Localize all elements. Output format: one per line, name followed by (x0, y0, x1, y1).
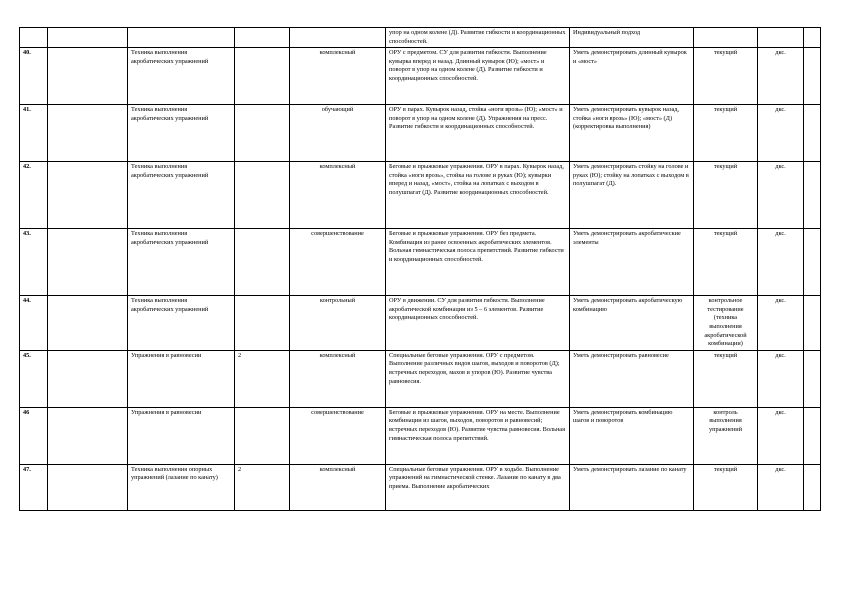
date-cell (804, 350, 821, 407)
control-type (694, 28, 758, 48)
lesson-content: упор на одном колене (Д). Развитие гибкости и координационных способностей. (386, 28, 570, 48)
lesson-requirements: Уметь демонстрировать комбинацию шагов и поворотов (570, 407, 694, 464)
control-type: текущий (694, 162, 758, 229)
lesson-topic (128, 28, 235, 48)
lesson-topic: Упражнения в равновесии (128, 407, 235, 464)
lesson-type: комплексный (290, 162, 386, 229)
lesson-number: 42. (20, 162, 48, 229)
control-type: текущий (694, 105, 758, 162)
control-type: текущий (694, 464, 758, 510)
lesson-number: 43. (20, 229, 48, 296)
date-cell (804, 28, 821, 48)
lesson-number: 41. (20, 105, 48, 162)
lesson-type: совершенствование (290, 229, 386, 296)
homework (758, 28, 804, 48)
lesson-hours (235, 229, 290, 296)
lesson-content: ОРУ в парах. Кувырок назад, стойка «ноги врозь» (Ю); «мост» и поворот в упор на одном колене (Д). Упражнения на пресс. Развитие гибкости и координационных способностей. (386, 105, 570, 162)
lesson-requirements: Уметь демонстрировать кувырок назад, стойка «ноги врозь» (Ю); «мост» (Д) (корректировка выполнения) (570, 105, 694, 162)
lesson-hours (235, 28, 290, 48)
blank-cell (48, 162, 128, 229)
table-row (20, 296, 821, 351)
homework: дкс. (758, 464, 804, 510)
lesson-type: обучающий (290, 105, 386, 162)
lesson-content: Специальные беговые упражнения. ОРУ в ходьбе. Выполнение упражнений на гимнастической стенке. Лазание по канату в два приема. Выполнение акробатических (386, 464, 570, 510)
lesson-requirements: Уметь демонстрировать акробатическую комбинацию (570, 296, 694, 351)
lesson-type: контрольный (290, 296, 386, 351)
table-row (20, 105, 821, 162)
table-row (20, 407, 821, 464)
blank-cell (48, 464, 128, 510)
homework: дкс. (758, 296, 804, 351)
homework: дкс. (758, 48, 804, 105)
lesson-content: ОРУ с предметом. СУ для развития гибкости. Выполнение кувырка вперед и назад. Длинный кувырок (Ю); «мост» и поворот в упор на одном колене (Д). Развитие гибкости и координационных способностей. (386, 48, 570, 105)
lesson-topic: Техника выполнения акробатических упражнений (128, 296, 235, 351)
blank-cell (48, 48, 128, 105)
lesson-requirements: Уметь демонстрировать акробатические элементы (570, 229, 694, 296)
date-cell (804, 229, 821, 296)
lesson-topic: Упражнения в равновесии (128, 350, 235, 407)
lesson-number: 47. (20, 464, 48, 510)
date-cell (804, 296, 821, 351)
control-type: текущий (694, 229, 758, 296)
lesson-plan-body (20, 28, 821, 511)
lesson-requirements: Уметь демонстрировать длинный кувырок и «мост» (570, 48, 694, 105)
lesson-content: Беговые и прыжковые упражнения. ОРУ без предмета. Комбинация из ранее освоенных акробатических элементов. Вольная гимнастическая полоса препятствий. Развитие гибкости и координационных способностей. (386, 229, 570, 296)
homework: дкс. (758, 407, 804, 464)
blank-cell (48, 407, 128, 464)
lesson-hours (235, 296, 290, 351)
table-row (20, 28, 821, 48)
lesson-topic: Техника выполнения опорных упражнений (лазание по канату) (128, 464, 235, 510)
lesson-hours (235, 48, 290, 105)
table-row (20, 350, 821, 407)
lesson-plan-table (19, 27, 821, 511)
lesson-hours (235, 407, 290, 464)
blank-cell (48, 105, 128, 162)
lesson-type (290, 28, 386, 48)
table-row (20, 162, 821, 229)
date-cell (804, 105, 821, 162)
lesson-hours: 2 (235, 350, 290, 407)
date-cell (804, 464, 821, 510)
control-type: текущий (694, 48, 758, 105)
lesson-content: Специальные беговые упражнения. ОРУ с предметом. Выполнение различных видов шагов, выходов и поворотов (Д); встречных переходов, махов и упоров (Ю). Развитие чувства равновесия. (386, 350, 570, 407)
table-row (20, 48, 821, 105)
lesson-hours: 2 (235, 464, 290, 510)
lesson-number: 46 (20, 407, 48, 464)
blank-cell (48, 229, 128, 296)
lesson-type: комплексный (290, 48, 386, 105)
lesson-content: Беговые и прыжковые упражнения. ОРУ на месте. Выполнение комбинации из шагов, выходов, поворотов и равновесий; встречных переходов (Ю). Развитие чувства равновесия. Вольная гимнастическая полоса препятствий. (386, 407, 570, 464)
homework: дкс. (758, 162, 804, 229)
homework: дкс. (758, 229, 804, 296)
lesson-requirements: Уметь демонстрировать лазание по канату (570, 464, 694, 510)
lesson-topic: Техника выполнения акробатических упражнений (128, 48, 235, 105)
lesson-requirements: Уметь демонстрировать стойку на голове и руках (Ю); стойку на лопатках с выходом в полушпагат (Д). (570, 162, 694, 229)
lesson-content: Беговые и прыжковые упражнения. ОРУ в парах. Кувырок назад, стойка «ноги врозь», стойка на голове и руках (Ю); кувырки вперед и назад, «мост», стойка на лопатках с выходом в полушпагат (Д). Развитие координационных способностей. (386, 162, 570, 229)
blank-cell (48, 28, 128, 48)
lesson-requirements: Уметь демонстрировать равновесие (570, 350, 694, 407)
blank-cell (48, 296, 128, 351)
date-cell (804, 48, 821, 105)
lesson-type: совершенствование (290, 407, 386, 464)
lesson-requirements: Индивидуальный подход (570, 28, 694, 48)
lesson-content: ОРУ в движении. СУ для развития гибкости. Выполнение акробатической комбинации из 5 – 6 элементов. Развитие координационных способностей. (386, 296, 570, 351)
blank-cell (48, 350, 128, 407)
homework: дкс. (758, 105, 804, 162)
lesson-number: 45. (20, 350, 48, 407)
control-type: текущий (694, 350, 758, 407)
control-type: контрольное тестирование (техника выполнения акробатической комбинации) (694, 296, 758, 351)
lesson-number: 40. (20, 48, 48, 105)
lesson-topic: Техника выполнения акробатических упражнений (128, 105, 235, 162)
date-cell (804, 407, 821, 464)
lesson-hours (235, 105, 290, 162)
homework: дкс. (758, 350, 804, 407)
lesson-type: комплексный (290, 350, 386, 407)
control-type: контроль выполнения упражнений (694, 407, 758, 464)
lesson-number: 44. (20, 296, 48, 351)
lesson-number (20, 28, 48, 48)
table-row (20, 464, 821, 510)
lesson-topic: Техника выполнения акробатических упражнений (128, 229, 235, 296)
table-row (20, 229, 821, 296)
date-cell (804, 162, 821, 229)
lesson-topic: Техника выполнения акробатических упражнений (128, 162, 235, 229)
lesson-hours (235, 162, 290, 229)
lesson-type: комплексный (290, 464, 386, 510)
